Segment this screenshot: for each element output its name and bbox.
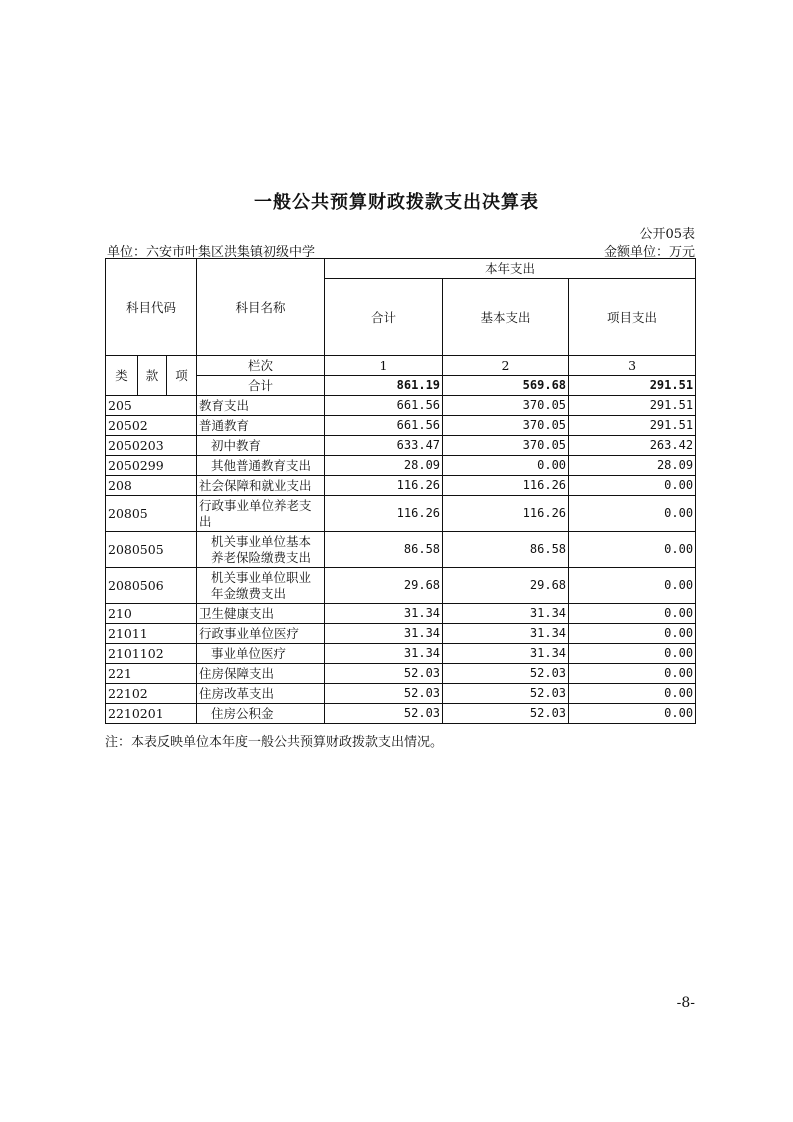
table-row [106,624,696,644]
table-row [106,476,696,496]
row-project: 263.42 [569,436,696,456]
row-total: 86.58 [325,532,443,568]
column-index-2: 2 [443,356,569,376]
table-row [106,684,696,704]
header-xiang: 项 [167,356,197,396]
row-code: 208 [106,476,197,496]
row-total: 661.56 [325,416,443,436]
row-name: 行政事业单位医疗 [197,624,325,644]
row-total: 52.03 [325,704,443,724]
row-code: 221 [106,664,197,684]
table-row [106,456,696,476]
page-number: -8- [676,995,695,1011]
row-name: 教育支出 [197,396,325,416]
table-row [106,704,696,724]
row-code: 2210201 [106,704,197,724]
row-basic: 52.03 [443,684,569,704]
row-project: 0.00 [569,644,696,664]
row-code: 2080506 [106,568,197,604]
row-name: 普通教育 [197,416,325,436]
row-project: 0.00 [569,704,696,724]
column-index-row [106,356,696,376]
row-basic: 116.26 [443,496,569,532]
row-project: 0.00 [569,568,696,604]
row-total: 31.34 [325,624,443,644]
row-name: 行政事业单位养老支出 [197,496,325,532]
row-total: 52.03 [325,684,443,704]
column-index-1: 1 [325,356,443,376]
table-row [106,532,696,568]
row-basic: 0.00 [443,456,569,476]
budget-table [105,258,696,724]
row-basic: 52.03 [443,704,569,724]
header-lanci: 栏次 [197,356,325,376]
row-project: 0.00 [569,496,696,532]
row-project: 0.00 [569,532,696,568]
table-row [106,604,696,624]
header-lei: 类 [106,356,138,396]
table-row [106,664,696,684]
unit-label: 单位：六安市叶集区洪集镇初级中学 [107,245,316,260]
row-basic: 31.34 [443,644,569,664]
header-basic: 基本支出 [443,279,569,356]
row-total: 116.26 [325,496,443,532]
table-row [106,436,696,456]
total-project: 291.51 [569,376,696,396]
row-total: 29.68 [325,568,443,604]
row-name: 社会保障和就业支出 [197,476,325,496]
row-total: 31.34 [325,604,443,624]
footnote: 注：本表反映单位本年度一般公共预算财政拨款支出情况。 [105,735,444,750]
row-project: 291.51 [569,416,696,436]
header-row-1 [106,259,696,279]
row-total: 116.26 [325,476,443,496]
row-name: 住房改革支出 [197,684,325,704]
table-row [106,416,696,436]
row-basic: 29.68 [443,568,569,604]
header-name: 科目名称 [197,259,325,356]
row-total: 31.34 [325,644,443,664]
row-project: 0.00 [569,604,696,624]
header-kuan: 款 [138,356,167,396]
row-project: 28.09 [569,456,696,476]
row-basic: 31.34 [443,604,569,624]
row-total: 661.56 [325,396,443,416]
header-code: 科目代码 [106,259,197,356]
row-code: 2050299 [106,456,197,476]
report-title: 一般公共预算财政拨款支出决算表 [254,192,539,213]
row-basic: 86.58 [443,532,569,568]
row-project: 291.51 [569,396,696,416]
row-total: 28.09 [325,456,443,476]
row-total: 633.47 [325,436,443,456]
row-basic: 370.05 [443,396,569,416]
table-row [106,496,696,532]
row-code: 22102 [106,684,197,704]
row-code: 2080505 [106,532,197,568]
row-project: 0.00 [569,684,696,704]
row-name: 事业单位医疗 [197,644,325,664]
row-name: 住房保障支出 [197,664,325,684]
row-code: 20502 [106,416,197,436]
row-name: 其他普通教育支出 [197,456,325,476]
row-code: 2101102 [106,644,197,664]
row-project: 0.00 [569,476,696,496]
total-basic: 569.68 [443,376,569,396]
row-code: 2050203 [106,436,197,456]
row-basic: 52.03 [443,664,569,684]
row-basic: 31.34 [443,624,569,644]
total-label: 合计 [197,376,325,396]
row-total: 52.03 [325,664,443,684]
row-code: 21011 [106,624,197,644]
table-row [106,396,696,416]
row-name: 机关事业单位基本养老保险缴费支出 [197,532,325,568]
row-basic: 370.05 [443,436,569,456]
row-code: 205 [106,396,197,416]
table-row [106,568,696,604]
row-name: 机关事业单位职业年金缴费支出 [197,568,325,604]
amount-unit-label: 金额单位：万元 [603,245,695,260]
table-row [106,644,696,664]
row-basic: 370.05 [443,416,569,436]
row-basic: 116.26 [443,476,569,496]
header-project: 项目支出 [569,279,696,356]
row-project: 0.00 [569,664,696,684]
header-total: 合计 [325,279,443,356]
row-name: 住房公积金 [197,704,325,724]
row-project: 0.00 [569,624,696,644]
form-number: 公开05表 [639,227,695,242]
row-name: 初中教育 [197,436,325,456]
row-code: 20805 [106,496,197,532]
header-current-year: 本年支出 [325,259,696,279]
total-amount: 861.19 [325,376,443,396]
row-code: 210 [106,604,197,624]
column-index-3: 3 [569,356,696,376]
row-name: 卫生健康支出 [197,604,325,624]
